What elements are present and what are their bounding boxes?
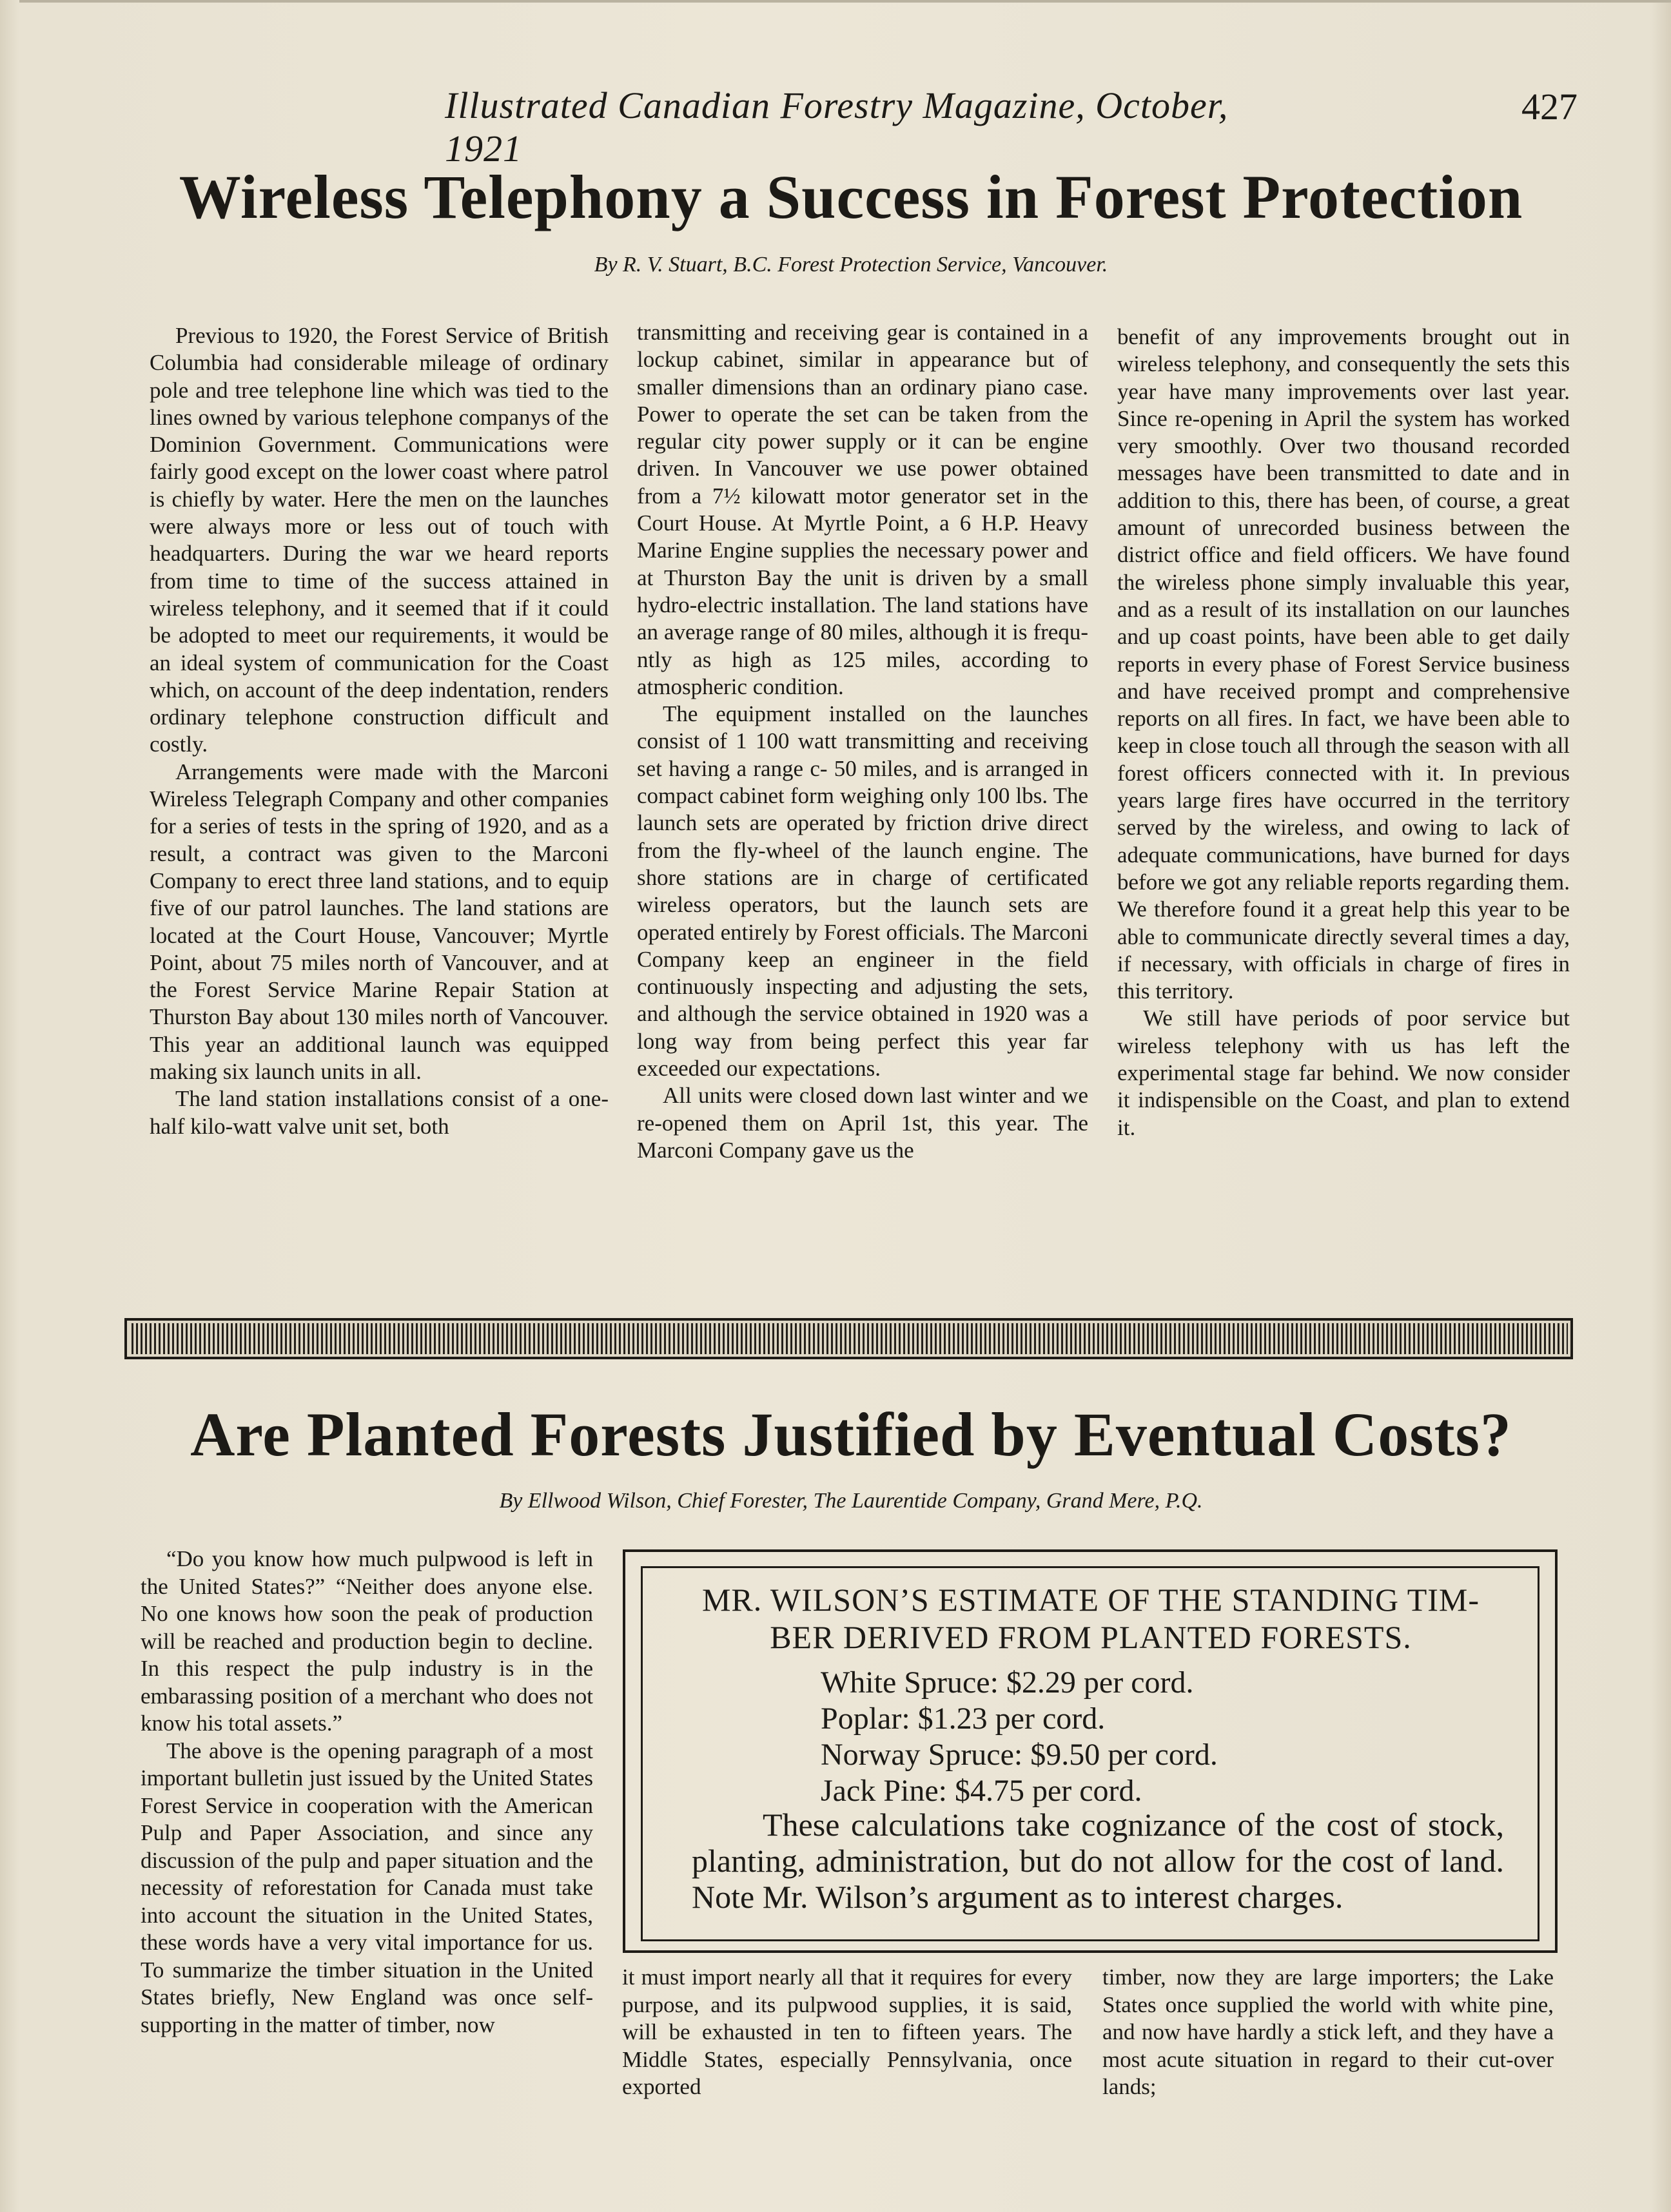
paragraph: transmitting and receiving gear is contained in a lockup cabinet, similar in appearance but of smaller dimensions than an ordinary piano case. Power to operate the set can be taken from the regular city power supply or it can be engine driven. In Vancouver we use power obtained from a 7½ kilowatt motor generator set in the Court House. At Myrtle Point, a 6 H.P. Heavy Marine Engine supplies the necessary power and at Thurston Bay the unit is driven by a small hydro-electric installation. The land stations have an average range of 80 miles, although it is frequ-ntly as high as 125 miles, according to atmospheric condition. <box>637 320 1088 699</box>
paragraph: Previous to 1920, the Forest Service of British Columbia had considerable mileage of ordinary pole and tree telephone line which was tied to the lines owned by various telephone companys of the Dominion Government. Communications were fairly good except on the lower coast where patrol is chiefly by water. Here the men on the launches were always more or less out of touch with headquarters. During the war we heard reports from time to time of the success attained in wireless telephony, and it seemed that if it could be adopted to meet our requirements, it would be an ideal system of communication for the Coast which, on account of the deep indentation, renders ordinary telephone construction difficult and costly. <box>150 323 609 757</box>
article-2-title: Are Planted Forests Justified by Eventual Costs? <box>190 1400 1512 1469</box>
paragraph: All units were closed down last winter and we re-opened them on April 1st, this year. The Marconi Company gave us the <box>637 1083 1088 1163</box>
estimate-heading-line: MR. WILSON’S ESTIMATE OF THE STANDING TIM- <box>701 1582 1480 1618</box>
page-number: 427 <box>1521 86 1578 128</box>
paragraph: it must import nearly all that it requires for every purpose, and its pulpwood supplies, it is said, will be exhausted in ten to fifteen years. The Middle States, especially Pennsylvania, once exported <box>622 1965 1072 2099</box>
running-head: Illustrated Canadian Forestry Magazine, October, 1921 <box>445 84 1229 170</box>
article-1-column-3 <box>1117 324 1570 1141</box>
article-2-byline: By Ellwood Wilson, Chief Forester, The Laurentide Company, Grand Mere, P.Q. <box>499 1489 1203 1513</box>
estimate-item: White Spruce: $2.29 per cord. <box>821 1665 1194 1700</box>
article-1-column-2 <box>637 319 1088 1164</box>
estimate-box-heading <box>656 1581 1526 1656</box>
paragraph: timber, now they are large importers; the Lake States once supplied the world with white pine, and now have hardly a stick left, and they have a most acute situation in regard to their cut-over lands; <box>1102 1965 1554 2099</box>
estimate-note <box>692 1807 1504 1915</box>
paragraph: The land station installations consist of a one-half kilo-watt valve unit set, both <box>150 1086 609 1139</box>
paragraph: Arrangements were made with the Marconi Wireless Telegraph Company and other companies for a series of tests in the spring of 1920, and as a result, a contract was given to the Marconi Company to erect three land stations, and to equip five of our patrol launches. The land stations are located at the Court House, Vancouver; Myrtle Point, about 75 miles north of Vancouver, and at the Forest Service Marine Repair Station at Thurston Bay about 130 miles north of Vancouver. This year an additional launch was equipped making six launch units in all. <box>150 759 609 1085</box>
estimate-note-text: These calculations take cognizance of the cost of stock, planting, administration, but do not allow for the cost of land. Note Mr. Wilson’s argument as to interest charges. <box>692 1807 1504 1915</box>
estimate-item: Jack Pine: $4.75 per cord. <box>821 1774 1142 1808</box>
article-2-column-1 <box>141 1546 593 2039</box>
page-top-edge <box>19 0 1671 3</box>
article-1-byline: By R. V. Stuart, B.C. Forest Protection Service, Vancouver. <box>594 253 1108 276</box>
paragraph: The equipment installed on the launches consist of 1 100 watt transmitting and receiving set having a range c- 50 miles, and is arranged in compact cabinet form weighing only 100 lbs. The launch sets are operated by friction drive direct from the fly-wheel of the launch engine. The shore stations are in charge of certificated wireless operators, but the launch sets are operated entirely by Forest officials. The Marconi Company keep an engineer in the field continuously inspecting and adjusting the sets, and although the service obtained in 1920 was a long way from being perfect this year far exceeded our expectations. <box>637 701 1088 1082</box>
paragraph: The above is the opening paragraph of a most important bulletin just issued by the United States Forest Service in cooperation with the American Pulp and Paper Association, and since any discussion of the pulp and paper situation and the necessity of reforestation for Canada must take into account the situation in the United States, these words have a very vital importance for us. To summarize the timber situation in the United States briefly, New England was once self-supporting in the matter of timber, now <box>141 1738 593 2037</box>
article-2-column-3 <box>1102 1964 1554 2101</box>
paragraph: “Do you know how much pulpwood is left in the United States?” “Neither does anyone else. No one knows how soon the peak of production will be reached and production begin to decline. In this respect the pulp industry is in the embarassing position of a merchant who does not know his total assets.” <box>141 1546 593 1736</box>
estimate-list <box>821 1665 1218 1809</box>
ornamental-divider <box>124 1318 1573 1359</box>
estimate-item: Norway Spruce: $9.50 per cord. <box>821 1738 1218 1772</box>
estimate-heading-line: BER DERIVED FROM PLANTED FORESTS. <box>770 1619 1412 1655</box>
article-2-column-2 <box>622 1964 1072 2101</box>
article-1-column-1 <box>150 322 609 1140</box>
paragraph: We still have periods of poor service but wireless telephony with us has left the experimental stage far behind. We now consider it indispensible on the Coast, and plan to extend it. <box>1117 1005 1570 1140</box>
estimate-item: Poplar: $1.23 per cord. <box>821 1702 1106 1736</box>
paragraph: benefit of any improvements brought out in wireless telephony, and consequently the sets this year have many improvements over last year. Since re-opening in April the system has worked very smoothly. Over two thousand recorded messages have been transmitted to date and in addition to this, there has been, of course, a great amount of unrecorded business between the district office and field officers. We have found the wireless phone simply invaluable this year, and as a result of its installation on our launches and up coast points, have been able to get daily reports in every phase of Forest Service business and have received prompt and comprehensive reports on all fires. In fact, we have been able to keep in close touch all through the season with all forest officers connected with it. In previous years large fires have occurred in the territory served by the wireless, and owing to lack of adequate communications, have burned for days before we got any reliable reports regarding them. We therefore found it a great help this year to be able to communicate directly several times a day, if necessary, with officials in charge of fires in this territory. <box>1117 324 1570 1004</box>
estimate-box <box>641 1566 1539 1941</box>
article-1-title: Wireless Telephony a Success in Forest Protection <box>179 162 1523 231</box>
